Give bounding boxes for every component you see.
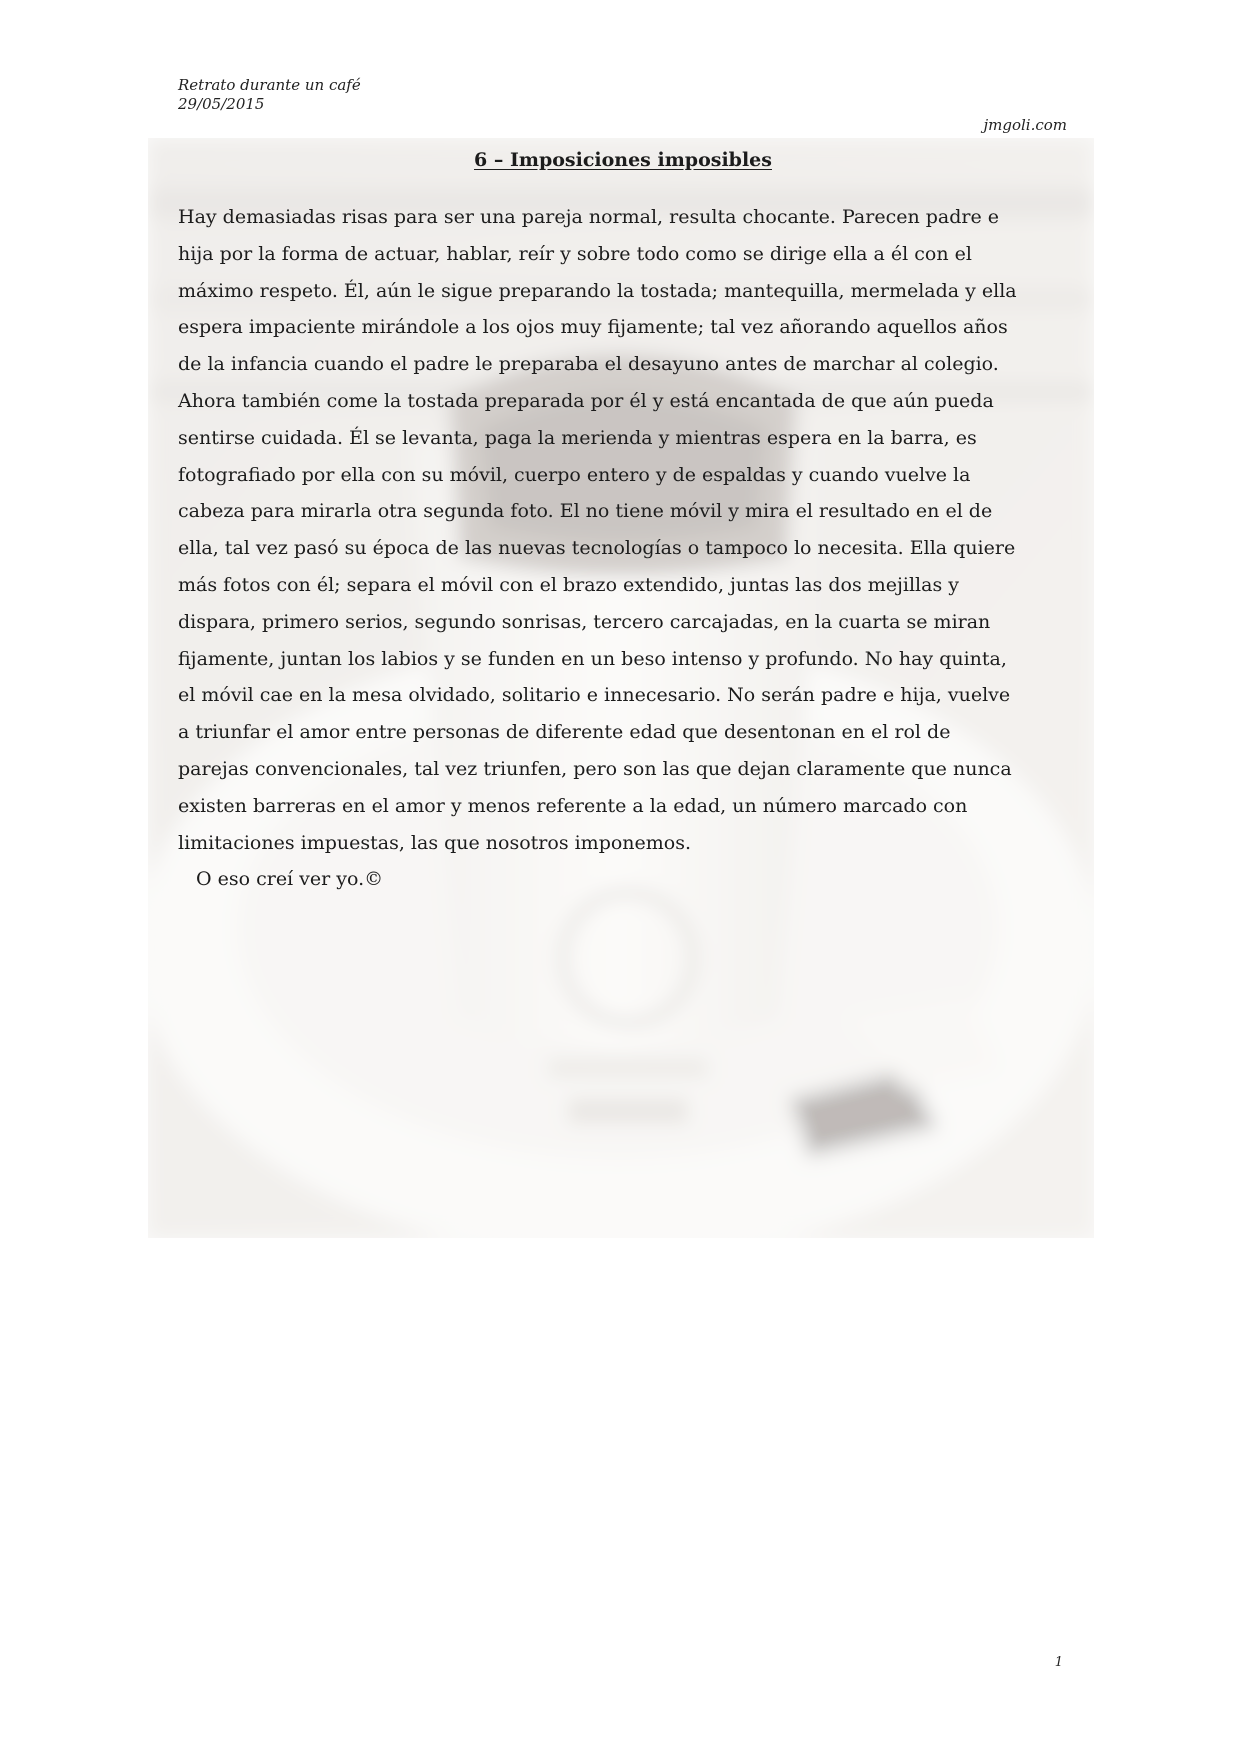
document-date: 29/05/2015 — [178, 95, 265, 113]
page-number: 1 — [1054, 1655, 1063, 1670]
site-name: jmgoli.com — [983, 116, 1067, 134]
document-title: Retrato durante un café — [178, 76, 361, 94]
article-title: 6 – Imposiciones imposibles — [474, 149, 772, 171]
article-closing: O eso creí ver yo.© — [196, 868, 384, 891]
article — [178, 146, 1068, 898]
article-body: Hay demasiadas risas para ser una pareja normal, resulta chocante. Parecen padre e hija por la forma de actuar, hablar, reír y sobre todo como se dirige ella a él con el máximo respeto. Él, aún le sigue preparando la tostada; mantequilla, mermelada y ella espera impaciente mirándole a los ojos muy fijamente; tal vez añorando aquellos años de la infancia cuando el padre le preparaba el desayuno antes de marchar al colegio. Ahora también come la tostada preparada por él y está encantada de que aún pueda sentirse cuidada. Él se levanta, paga la merienda y mientras espera en la barra, es fotografiado por ella con su móvil, cuerpo entero y de espaldas y cuando vuelve la cabeza para mirarla otra segunda foto. El no tiene móvil y mira el resultado en el de ella, tal vez pasó su época de las nuevas tecnologías o tampoco lo necesita. Ella quiere más fotos con él; separa el móvil con el brazo extendido, juntas las dos mejillas y dispara, primero serios, segundo sonrisas, tercero carcajadas, en la cuarta se miran fijamente, juntan los labios y se funden en un beso intenso y profundo. No hay quinta, el móvil cae en la mesa olvidado, solitario e innecesario. No serán padre e hija, vuelve a triunfar el amor entre personas de diferente edad que desentonan en el rol de parejas convencionales, tal vez triunfen, pero son las que dejan claramente que nunca existen barreras en el amor y menos referente a la edad, un número marcado con limitaciones impuestas, las que nosotros imponemos. — [178, 206, 1017, 854]
document-header — [178, 76, 361, 114]
